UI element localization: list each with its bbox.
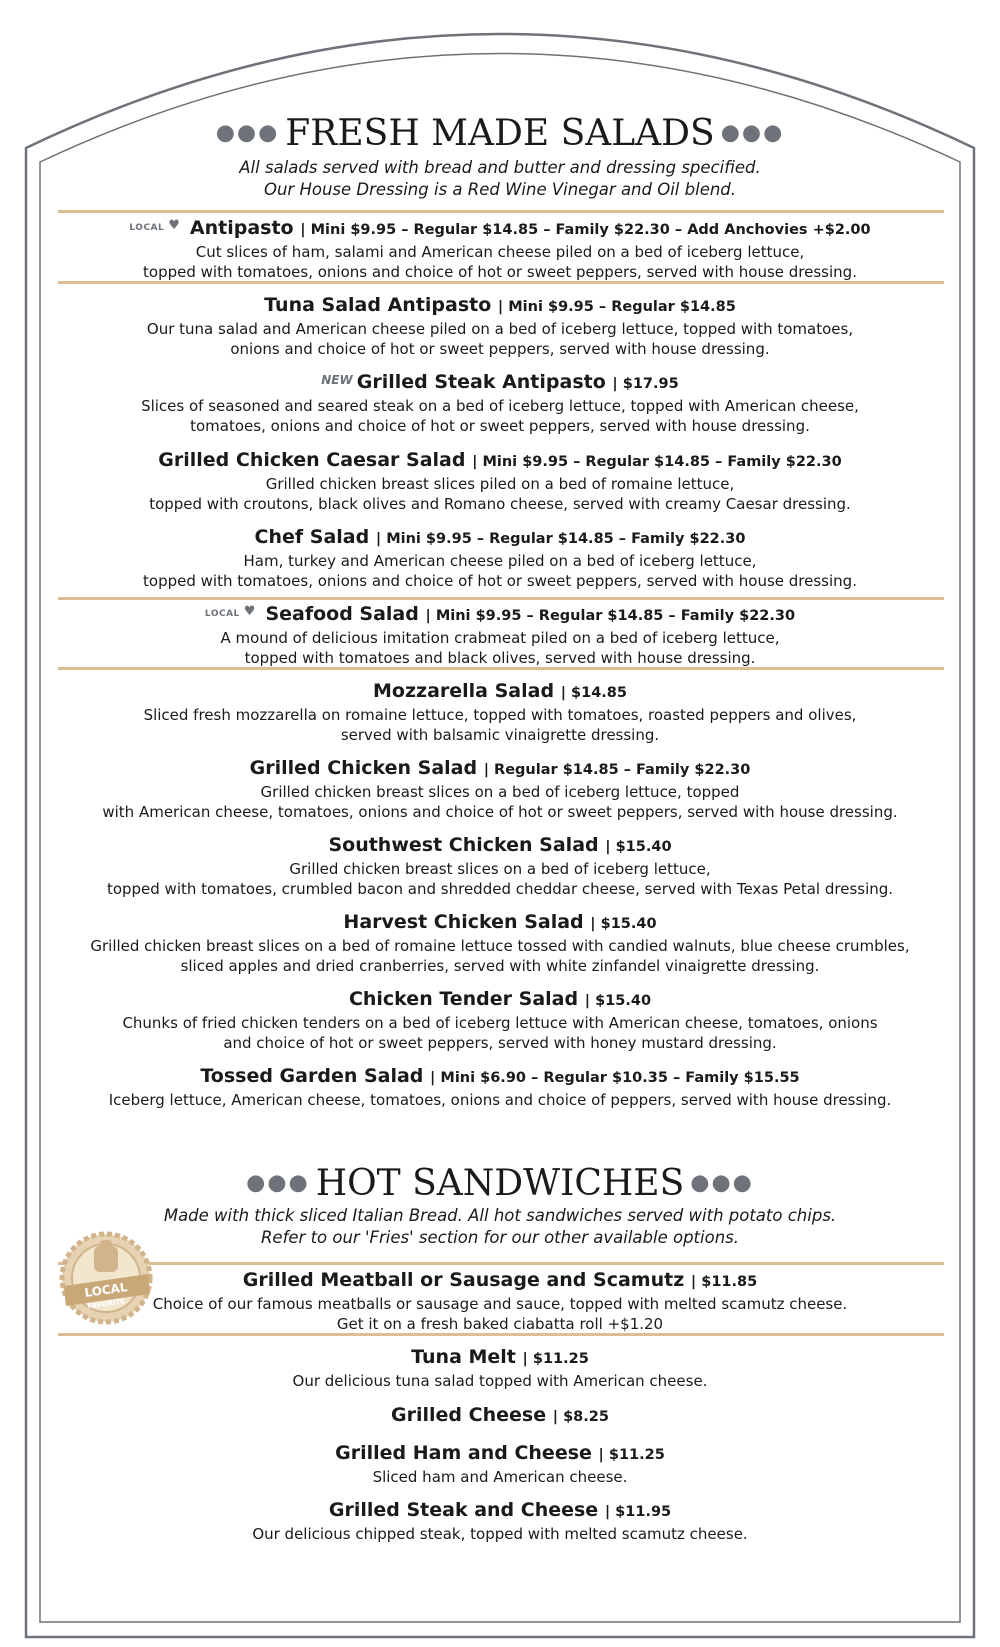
item-price: | Regular $14.85 – Family $22.30: [483, 762, 751, 778]
item-desc: Our tuna salad and American cheese piled on a bed of iceberg lettuce, topped with tomatoes,: [146, 320, 854, 338]
item-desc: Our delicious chipped steak, topped with melted scamutz cheese.: [252, 1525, 748, 1543]
gold-divider: [58, 597, 944, 600]
item-price: | $11.25: [598, 1447, 665, 1463]
new-badge: NEW: [321, 373, 353, 387]
menu-item-southwest-chicken-salad: [60, 833, 940, 899]
item-name: Grilled Ham and Cheese: [335, 1442, 592, 1464]
item-desc: Sliced fresh mozzarella on romaine lettuce, topped with tomatoes, roasted peppers and olives,: [143, 706, 857, 724]
item-title: [60, 602, 940, 628]
salads-intro-line: All salads served with bread and butter and dressing specified.: [239, 158, 761, 177]
item-price: | $11.85: [690, 1274, 758, 1290]
svg-text:FAVORITE: FAVORITE: [87, 1297, 126, 1311]
gold-divider: [58, 1333, 944, 1336]
menu-item-chef-salad: [60, 525, 940, 591]
item-name: Grilled Cheese: [391, 1404, 547, 1426]
item-desc: topped with tomatoes, onions and choice of hot or sweet peppers, served with house dressing.: [143, 572, 857, 590]
item-desc: with American cheese, tomatoes, onions and choice of hot or sweet peppers, served with house dressing.: [102, 803, 898, 821]
item-name: Grilled Steak and Cheese: [328, 1499, 599, 1521]
item-desc: topped with tomatoes, crumbled bacon and shredded cheddar cheese, served with Texas Petal dressing.: [106, 880, 894, 898]
item-title: [60, 1403, 940, 1429]
salads-heading: [0, 110, 1000, 154]
menu-item-mozzarella-salad: [60, 679, 940, 745]
dots-ornament: ●●●: [720, 120, 785, 146]
menu-item-antipasto: [60, 216, 940, 282]
item-desc: served with balsamic vinaigrette dressing.: [340, 726, 660, 744]
menu-item-tuna-melt: [60, 1345, 940, 1391]
item-desc: onions and choice of hot or sweet peppers, served with house dressing.: [230, 340, 770, 358]
menu-item-grilled-steak-and-cheese: [60, 1498, 940, 1544]
item-title: [60, 1268, 940, 1294]
item-title: [60, 679, 940, 705]
item-name: Chef Salad: [254, 526, 370, 548]
sandwiches-intro-line: Made with thick sliced Italian Bread. All hot sandwiches served with potato chips.: [163, 1206, 837, 1225]
item-title: [60, 756, 940, 782]
item-price: | Mini $9.95 – Regular $14.85: [497, 299, 736, 315]
item-title: [60, 910, 940, 936]
menu-item-grilled-chicken-salad: [60, 756, 940, 822]
item-desc: Grilled chicken breast slices on a bed of romaine lettuce tossed with candied walnuts, blue cheese crumbles,: [90, 937, 910, 955]
local-badge: LOCAL: [129, 223, 165, 233]
heart-icon: ♥: [168, 218, 180, 233]
item-name: Antipasto: [189, 217, 294, 239]
item-title: [60, 1441, 940, 1467]
item-desc: Grilled chicken breast slices piled on a bed of romaine lettuce,: [265, 475, 735, 493]
item-desc: Grilled chicken breast slices on a bed of iceberg lettuce, topped: [260, 783, 740, 801]
item-desc: tomatoes, onions and choice of hot or sweet peppers, served with house dressing.: [190, 417, 810, 435]
item-desc: Cut slices of ham, salami and American cheese piled on a bed of iceberg lettuce,: [195, 243, 805, 261]
heart-icon: ♥: [243, 604, 256, 619]
item-desc: Sliced ham and American cheese.: [372, 1468, 628, 1486]
item-desc: topped with tomatoes and black olives, served with house dressing.: [244, 649, 756, 667]
local-badge: LOCAL: [204, 609, 240, 619]
item-name: Grilled Meatball or Sausage and Scamutz: [242, 1269, 685, 1291]
item-price: | $15.40: [584, 993, 652, 1009]
menu-item-tuna-salad-antipasto: [60, 293, 940, 359]
item-desc: Get it on a fresh baked ciabatta roll +$1.20: [336, 1315, 664, 1333]
menu-item-harvest-chicken-salad: [60, 910, 940, 976]
salads-intro-line: Our House Dressing is a Red Wine Vinegar and Oil blend.: [263, 180, 737, 199]
item-desc: Choice of our famous meatballs or sausage and sauce, topped with melted scamutz cheese.: [152, 1295, 848, 1313]
item-desc: Grilled chicken breast slices on a bed of iceberg lettuce,: [289, 860, 711, 878]
item-desc: Our delicious tuna salad topped with American cheese.: [292, 1372, 708, 1390]
item-title: [60, 987, 940, 1013]
item-desc: A mound of delicious imitation crabmeat piled on a bed of iceberg lettuce,: [220, 629, 780, 647]
item-name: Southwest Chicken Salad: [328, 834, 599, 856]
menu-item-grilled-steak-antipasto: [60, 370, 940, 436]
item-price: | Mini $9.95 – Regular $14.85 – Family $22.30: [375, 531, 746, 547]
item-price: | $11.95: [604, 1504, 672, 1520]
item-name: Chicken Tender Salad: [348, 988, 579, 1010]
item-desc: topped with croutons, black olives and Romano cheese, served with creamy Caesar dressing.: [149, 495, 851, 513]
sandwiches-intro-line: Refer to our 'Fries' section for our other available options.: [260, 1228, 740, 1247]
item-price: | Mini $9.95 – Regular $14.85 – Family $22.30: [425, 608, 796, 624]
item-desc: and choice of hot or sweet peppers, served with honey mustard dressing.: [223, 1034, 777, 1052]
sandwiches-heading-text: HOT SANDWICHES: [315, 1162, 685, 1204]
item-price: | $15.40: [590, 916, 657, 932]
item-name: Grilled Chicken Salad: [249, 757, 478, 779]
dots-ornament: ●●●: [246, 1170, 310, 1196]
gold-divider: [58, 667, 944, 670]
item-name: Seafood Salad: [265, 603, 419, 625]
item-price: | Mini $9.95 – Regular $14.85 – Family $22.30 – Add Anchovies +$2.00: [300, 222, 871, 238]
item-name: Harvest Chicken Salad: [343, 911, 584, 933]
item-name: Mozzarella Salad: [373, 680, 555, 702]
item-desc: sliced apples and dried cranberries, served with white zinfandel vinaigrette dressing.: [180, 957, 820, 975]
item-desc: Ham, turkey and American cheese piled on a bed of iceberg lettuce,: [243, 552, 757, 570]
dots-ornament: ●●●: [690, 1170, 754, 1196]
svg-text:LOCAL: LOCAL: [83, 1280, 129, 1300]
sandwiches-heading: [0, 1160, 1000, 1204]
item-desc: Iceberg lettuce, American cheese, tomatoes, onions and choice of peppers, served with house dressing.: [108, 1091, 892, 1109]
item-name: Grilled Steak Antipasto: [356, 371, 606, 393]
item-price: | Mini $6.90 – Regular $10.35 – Family $15.55: [430, 1070, 800, 1086]
item-title: [60, 293, 940, 319]
item-title: [60, 525, 940, 551]
item-title: [60, 370, 940, 396]
menu-item-grilled-ham-and-cheese: [60, 1441, 940, 1487]
menu-item-grilled-cheese: [60, 1403, 940, 1429]
item-name: Tuna Melt: [411, 1346, 516, 1368]
salads-heading-text: FRESH MADE SALADS: [285, 112, 715, 154]
item-name: Tuna Salad Antipasto: [264, 294, 492, 316]
item-desc: Slices of seasoned and seared steak on a bed of iceberg lettuce, topped with American cheese,: [141, 397, 859, 415]
menu-item-chicken-tender-salad: [60, 987, 940, 1053]
menu-item-grilled-chicken-caesar-salad: [60, 448, 940, 514]
gold-divider: [58, 210, 944, 213]
item-name: Grilled Chicken Caesar Salad: [158, 449, 466, 471]
item-price: | Mini $9.95 – Regular $14.85 – Family $22.30: [472, 454, 842, 470]
salads-intro: [0, 157, 1000, 201]
menu-item-grilled-meatball-or-sausage: [60, 1268, 940, 1334]
item-price: | $8.25: [552, 1409, 609, 1425]
item-title: [60, 1498, 940, 1524]
item-price: | $14.85: [560, 685, 627, 701]
gold-divider: [58, 1262, 944, 1265]
item-desc: topped with tomatoes, onions and choice of hot or sweet peppers, served with house dressing.: [143, 263, 857, 281]
menu-item-seafood-salad: [60, 602, 940, 668]
gold-divider: [58, 281, 944, 284]
item-desc: Chunks of fried chicken tenders on a bed of iceberg lettuce with American cheese, tomatoes, onions: [122, 1014, 878, 1032]
item-price: | $11.25: [522, 1351, 589, 1367]
menu-item-tossed-garden-salad: [60, 1064, 940, 1110]
item-title: [60, 1064, 940, 1090]
item-name: Tossed Garden Salad: [200, 1065, 424, 1087]
item-title: [60, 1345, 940, 1371]
item-price: | $15.40: [605, 839, 672, 855]
item-title: [60, 448, 940, 474]
item-title: [60, 833, 940, 859]
item-price: | $17.95: [612, 376, 679, 392]
dots-ornament: ●●●: [215, 120, 280, 146]
item-title: [60, 216, 940, 242]
